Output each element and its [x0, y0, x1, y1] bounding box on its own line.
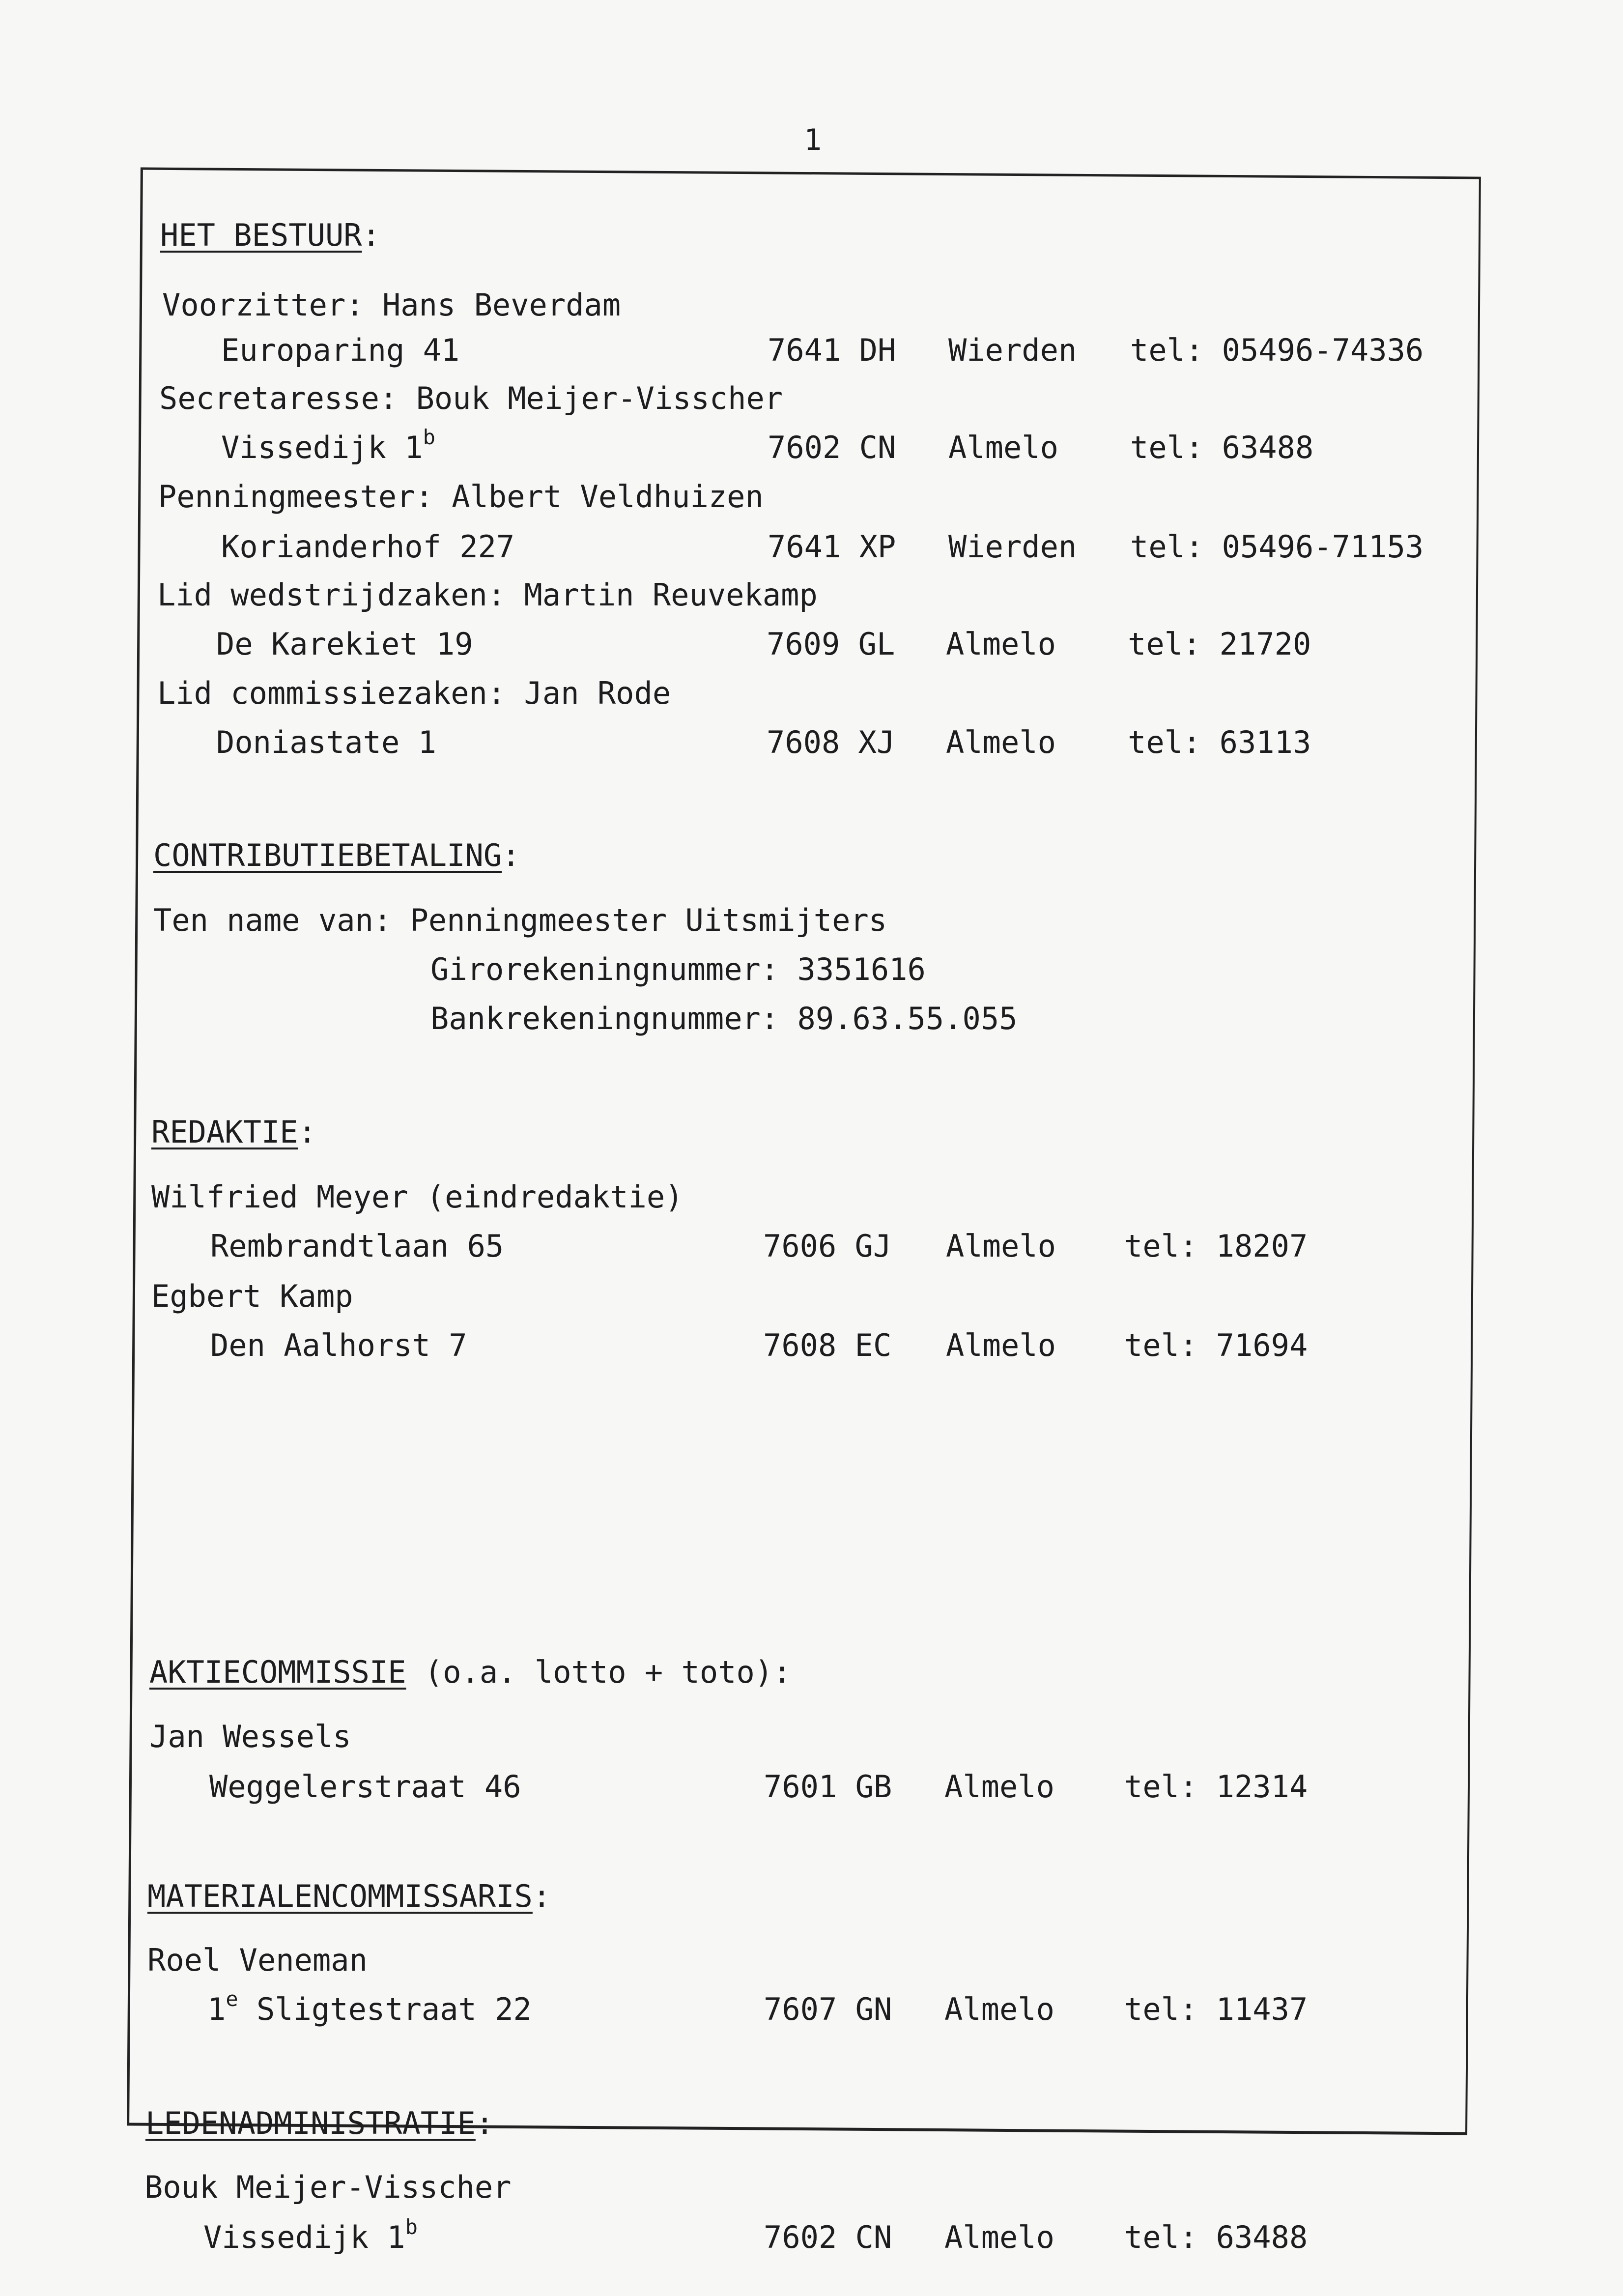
role-label: Lid commissiezaken: — [157, 675, 506, 711]
person-name: Bouk Meijer-Visscher — [416, 380, 783, 416]
address-line — [207, 1987, 1485, 2027]
aktie-heading: AKTIECOMMISSIE — [149, 1654, 406, 1690]
postcode: 7641 DH — [768, 332, 896, 368]
person-name: Hans Beverdam — [382, 287, 621, 323]
city: Almelo — [946, 626, 1056, 662]
street: Doniastate 1 — [216, 724, 436, 760]
address-line — [216, 724, 1494, 760]
street: Korianderhof 227 — [221, 529, 515, 565]
city: Wierden — [948, 529, 1077, 565]
postcode: 7608 XJ — [767, 724, 895, 760]
aktie-heading-line — [149, 1654, 792, 1690]
page-number: 1 — [804, 123, 822, 157]
aktie-heading-suffix: (o.a. lotto + toto): — [424, 1654, 792, 1690]
giro-value: 3351616 — [797, 951, 926, 987]
address-line — [221, 425, 1499, 465]
phone: tel: 63488 — [1124, 2219, 1308, 2255]
postcode: 7606 GJ — [763, 1228, 892, 1264]
city: Almelo — [944, 2219, 1054, 2255]
person-name: Jan Wessels — [149, 1719, 351, 1754]
address-line — [221, 529, 1499, 565]
city: Almelo — [944, 1769, 1054, 1805]
phone: tel: 71694 — [1124, 1327, 1308, 1363]
person-name: Jan Rode — [524, 675, 671, 711]
contributie-name-line — [153, 902, 887, 938]
bestuur-role-line — [159, 380, 783, 416]
ten-name-value: Penningmeester Uitsmijters — [410, 902, 887, 938]
bank-label: Bankrekeningnummer: — [430, 1001, 779, 1036]
phone: tel: 63488 — [1130, 430, 1314, 465]
street: Europaring 41 — [221, 332, 460, 368]
address-line — [216, 626, 1494, 662]
postcode: 7609 GL — [767, 626, 895, 662]
bank-value: 89.63.55.055 — [797, 1001, 1018, 1036]
address-line — [210, 1228, 1488, 1264]
street: Vissedijk 1$^b$ — [221, 425, 435, 465]
role-label: Penningmeester: — [158, 479, 433, 515]
section-leden-heading: LEDENADMINISTRATIE: — [145, 2105, 494, 2141]
phone: tel: 11437 — [1124, 1991, 1308, 2027]
role-label: Secretaresse: — [159, 380, 398, 416]
postcode: 7607 GN — [764, 1991, 892, 2027]
street: Rembrandtlaan 65 — [210, 1228, 504, 1264]
address-line — [210, 1327, 1488, 1363]
postcode: 7602 CN — [768, 430, 896, 465]
person-name: Egbert Kamp — [151, 1278, 353, 1314]
postcode: 7602 CN — [764, 2219, 892, 2255]
person-name: Martin Reuvekamp — [524, 577, 818, 613]
bestuur-role-line — [157, 675, 671, 711]
city: Almelo — [944, 1991, 1054, 2027]
person-name: Bouk Meijer-Visscher — [144, 2169, 512, 2205]
giro-label: Girorekeningnummer: — [430, 951, 779, 987]
street: Weggelerstraat 46 — [209, 1769, 521, 1805]
street: 1e Sligtestraat 22 — [207, 1987, 532, 2027]
section-redaktie-heading: REDAKTIE: — [151, 1114, 316, 1150]
bestuur-role-line — [157, 577, 818, 613]
section-contributie-heading: CONTRIBUTIEBETALING: — [153, 837, 520, 873]
bestuur-role-line — [162, 287, 621, 323]
section-bestuur-heading: HET BESTUUR: — [160, 217, 380, 253]
postcode: 7608 EC — [763, 1327, 892, 1363]
giro-line — [430, 951, 926, 987]
phone: tel: 05496-74336 — [1130, 332, 1424, 368]
person-name: Wilfried Meyer (eindredaktie) — [151, 1179, 683, 1215]
street: Den Aalhorst 7 — [210, 1327, 467, 1363]
address-line — [209, 1769, 1487, 1805]
person-name: Roel Veneman — [147, 1942, 368, 1978]
bestuur-role-line — [158, 479, 764, 515]
phone: tel: 63113 — [1128, 724, 1311, 760]
city: Almelo — [946, 1228, 1056, 1264]
postcode: 7641 XP — [768, 529, 896, 565]
postcode: 7601 GB — [764, 1769, 892, 1805]
bank-line — [430, 1001, 1018, 1036]
phone: tel: 18207 — [1124, 1228, 1308, 1264]
role-label: Voorzitter: — [162, 287, 364, 323]
address-line — [221, 332, 1499, 368]
city: Wierden — [948, 332, 1077, 368]
phone: tel: 05496-71153 — [1130, 529, 1424, 565]
phone: tel: 12314 — [1124, 1769, 1308, 1805]
street: De Karekiet 19 — [216, 626, 473, 662]
street: Vissedijk 1$^b$ — [203, 2215, 418, 2255]
city: Almelo — [948, 430, 1058, 465]
role-label: Lid wedstrijdzaken: — [157, 577, 506, 613]
ten-name-label: Ten name van: — [153, 902, 392, 938]
phone: tel: 21720 — [1128, 626, 1311, 662]
city: Almelo — [946, 724, 1056, 760]
address-line — [203, 2215, 1481, 2255]
city: Almelo — [946, 1327, 1056, 1363]
person-name: Albert Veldhuizen — [452, 479, 764, 515]
section-materialen-heading: MATERIALENCOMMISSARIS: — [147, 1878, 551, 1914]
